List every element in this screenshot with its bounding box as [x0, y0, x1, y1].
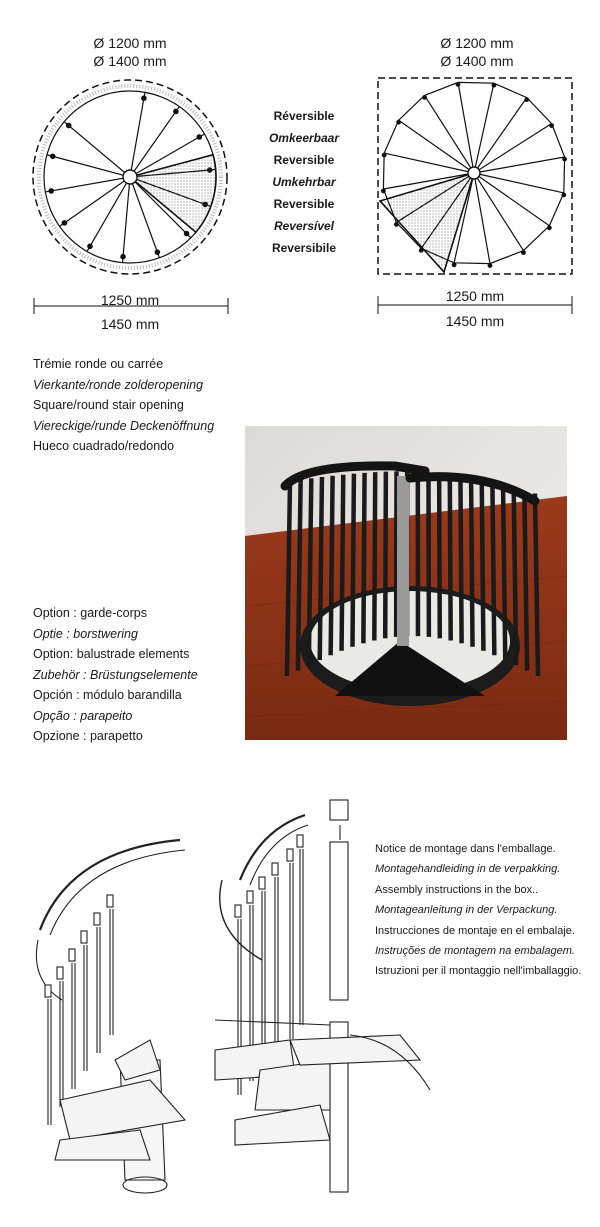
right-plan-width-labels	[415, 284, 535, 334]
left-width-1450: 1450 mm	[100, 316, 160, 332]
reversible-de: Umkehrbar	[272, 175, 336, 189]
assembly-notice-text	[375, 839, 597, 982]
stair-opening-text	[33, 354, 253, 457]
option-text	[33, 603, 253, 747]
reversible-fr: Réversible	[273, 109, 335, 123]
reversible-en: Reversible	[273, 153, 335, 167]
left-width-1250: 1250 mm	[100, 292, 160, 308]
notice-es: Instrucciones de montaje en el embalaje.	[375, 924, 575, 937]
notice-pt: Instruções de montagem na embalagem.	[375, 945, 575, 958]
reversible-it: Reversibile	[271, 241, 337, 255]
reversible-pt: Reversível	[273, 219, 335, 233]
option-it: Opzione : parapetto	[33, 729, 143, 743]
option-en: Option: balustrade elements	[33, 647, 190, 661]
opening-de: Viereckige/runde Deckenöffnung	[33, 418, 215, 433]
right-plan-diameter-labels	[417, 34, 537, 70]
option-de: Zubehör : Brüstungselemente	[33, 667, 198, 682]
opening-es: Hueco cuadrado/redondo	[33, 439, 175, 453]
left-diameter-1200: Ø 1200 mm	[93, 35, 167, 51]
notice-it: Istruzioni per il montaggio nell'imballaggio.	[375, 965, 582, 978]
notice-fr: Notice de montage dans l'emballage.	[375, 843, 556, 855]
notice-de: Montageanleitung in der Verpackung.	[375, 904, 558, 917]
right-diameter-1400: Ø 1400 mm	[440, 53, 514, 69]
opening-en: Square/round stair opening	[33, 398, 184, 412]
left-diameter-1400: Ø 1400 mm	[93, 53, 167, 69]
reversible-es: Reversible	[273, 197, 335, 211]
opening-fr: Trémie ronde ou carrée	[33, 357, 164, 371]
reversible-nl: Omkeerbaar	[268, 131, 340, 145]
option-nl: Optie : borstwering	[33, 626, 138, 641]
notice-en: Assembly instructions in the box..	[375, 883, 539, 896]
option-es: Opción : módulo barandilla	[33, 688, 182, 702]
notice-nl: Montagehandleiding in de verpakking.	[375, 863, 561, 876]
option-pt: Opção : parapeito	[33, 708, 133, 723]
left-plan-width-labels	[70, 288, 190, 336]
opening-nl: Vierkante/ronde zolderopening	[33, 377, 204, 392]
right-width-1250: 1250 mm	[445, 288, 505, 304]
right-width-1450: 1450 mm	[445, 313, 505, 329]
option-fr: Option : garde-corps	[33, 606, 147, 620]
reversible-list	[244, 105, 364, 259]
balustrade-photo	[245, 426, 567, 740]
right-diameter-1200: Ø 1200 mm	[440, 35, 514, 51]
